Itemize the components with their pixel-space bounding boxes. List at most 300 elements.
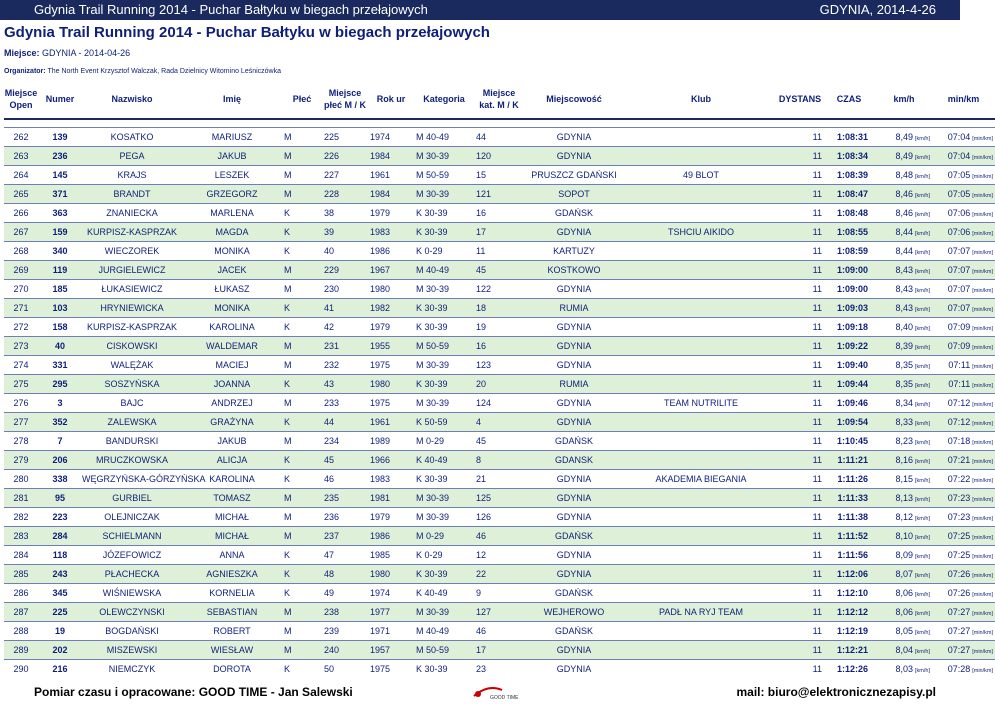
cell-speed-value: 8,49 bbox=[895, 131, 914, 142]
cell-category: K 30-39 bbox=[414, 659, 474, 678]
cell-club bbox=[624, 545, 778, 564]
cell-club bbox=[624, 127, 778, 146]
cell-pace bbox=[932, 564, 995, 583]
cell-surname: BAJC bbox=[82, 393, 182, 412]
cell-place-category: 126 bbox=[474, 507, 524, 526]
cell-number: 223 bbox=[38, 507, 82, 526]
cell-birth-year: 1980 bbox=[368, 279, 414, 298]
cell-speed-value: 8,39 bbox=[895, 340, 914, 351]
cell-speed-value: 8,06 bbox=[895, 587, 914, 598]
table-row bbox=[4, 526, 995, 545]
cell-pace bbox=[932, 431, 995, 450]
cell-number: 95 bbox=[38, 488, 82, 507]
cell-place-open: 274 bbox=[4, 355, 38, 374]
table-row bbox=[4, 127, 995, 146]
cell-place-sex: 239 bbox=[322, 621, 368, 640]
cell-place-sex: 227 bbox=[322, 165, 368, 184]
cell-place-sex: 41 bbox=[322, 298, 368, 317]
cell-surname: JÓZEFOWICZ bbox=[82, 545, 182, 564]
cell-birth-year: 1975 bbox=[368, 393, 414, 412]
cell-firstname: ALICJA bbox=[182, 450, 282, 469]
cell-city: KOSTKOWO bbox=[524, 260, 624, 279]
cell-speed-unit: [km/h] bbox=[915, 458, 930, 465]
table-row bbox=[4, 279, 995, 298]
cell-pace-value: 07:23 bbox=[947, 492, 971, 503]
cell-place-open: 262 bbox=[4, 127, 38, 146]
organizer-label: Organizator: bbox=[4, 68, 46, 75]
cell-category: K 0-29 bbox=[414, 545, 474, 564]
cell-surname: GURBIEL bbox=[82, 488, 182, 507]
cell-place-sex: 39 bbox=[322, 222, 368, 241]
cell-speed-unit: [km/h] bbox=[915, 135, 930, 142]
cell-time: 1:09:18 bbox=[822, 317, 876, 336]
cell-firstname: KAROLINA bbox=[182, 317, 282, 336]
cell-sex: M bbox=[282, 393, 322, 412]
cell-place-open: 270 bbox=[4, 279, 38, 298]
cell-speed bbox=[876, 640, 932, 659]
cell-time: 1:12:10 bbox=[822, 583, 876, 602]
cell-number: 331 bbox=[38, 355, 82, 374]
cell-firstname: GRZEGORZ bbox=[182, 184, 282, 203]
cell-pace-unit: [min/km] bbox=[972, 363, 993, 370]
cell-club bbox=[624, 488, 778, 507]
cell-firstname: GRAŻYNA bbox=[182, 412, 282, 431]
cell-speed-value: 8,43 bbox=[895, 283, 914, 294]
cell-place-sex: 40 bbox=[322, 241, 368, 260]
cell-time: 1:08:55 bbox=[822, 222, 876, 241]
cell-club bbox=[624, 526, 778, 545]
cell-place-sex: 236 bbox=[322, 507, 368, 526]
cell-city: GDYNIA bbox=[524, 507, 624, 526]
cell-pace bbox=[932, 260, 995, 279]
cell-distance: 11 bbox=[778, 298, 822, 317]
cell-speed-unit: [km/h] bbox=[915, 154, 930, 161]
cell-speed bbox=[876, 621, 932, 640]
cell-firstname: LESZEK bbox=[182, 165, 282, 184]
cell-speed-value: 8,49 bbox=[895, 150, 914, 161]
cell-birth-year: 1981 bbox=[368, 488, 414, 507]
cell-place-category: 23 bbox=[474, 659, 524, 678]
cell-distance: 11 bbox=[778, 146, 822, 165]
cell-number: 3 bbox=[38, 393, 82, 412]
cell-firstname: MONIKA bbox=[182, 298, 282, 317]
cell-place-category: 45 bbox=[474, 260, 524, 279]
cell-speed-unit: [km/h] bbox=[915, 534, 930, 541]
cell-sex: M bbox=[282, 526, 322, 545]
table-row bbox=[4, 260, 995, 279]
cell-sex: M bbox=[282, 621, 322, 640]
cell-pace-unit: [min/km] bbox=[972, 477, 993, 484]
cell-pace-value: 07:07 bbox=[947, 283, 971, 294]
cell-distance: 11 bbox=[778, 355, 822, 374]
table-row bbox=[4, 184, 995, 203]
cell-place-sex: 38 bbox=[322, 203, 368, 222]
cell-speed-unit: [km/h] bbox=[915, 629, 930, 636]
cell-surname: MRUCZKOWSKA bbox=[82, 450, 182, 469]
cell-place-sex: 226 bbox=[322, 146, 368, 165]
cell-pace-value: 07:18 bbox=[947, 435, 971, 446]
cell-category: M 0-29 bbox=[414, 526, 474, 545]
cell-pace-value: 07:04 bbox=[947, 131, 971, 142]
cell-birth-year: 1971 bbox=[368, 621, 414, 640]
cell-place-category: 46 bbox=[474, 526, 524, 545]
cell-speed bbox=[876, 526, 932, 545]
cell-pace-unit: [min/km] bbox=[972, 192, 993, 199]
cell-pace-value: 07:06 bbox=[947, 226, 971, 237]
cell-number: 206 bbox=[38, 450, 82, 469]
cell-category: K 30-39 bbox=[414, 317, 474, 336]
cell-firstname: KAROLINA bbox=[182, 469, 282, 488]
cell-speed-unit: [km/h] bbox=[915, 363, 930, 370]
cell-city: GDYNIA bbox=[524, 412, 624, 431]
col-pace-header: min/km bbox=[932, 79, 995, 119]
cell-surname: BANDURSKI bbox=[82, 431, 182, 450]
cell-place-sex: 238 bbox=[322, 602, 368, 621]
cell-distance: 11 bbox=[778, 127, 822, 146]
cell-city: GDYNIA bbox=[524, 469, 624, 488]
cell-city: GDYNIA bbox=[524, 393, 624, 412]
cell-time: 1:11:21 bbox=[822, 450, 876, 469]
cell-speed bbox=[876, 279, 932, 298]
cell-surname: HRYNIEWICKA bbox=[82, 298, 182, 317]
cell-pace bbox=[932, 241, 995, 260]
cell-speed-value: 8,06 bbox=[895, 606, 914, 617]
cell-city: GDYNIA bbox=[524, 317, 624, 336]
cell-number: 202 bbox=[38, 640, 82, 659]
cell-place-open: 283 bbox=[4, 526, 38, 545]
cell-speed-unit: [km/h] bbox=[915, 344, 930, 351]
cell-speed bbox=[876, 184, 932, 203]
cell-place-sex: 44 bbox=[322, 412, 368, 431]
cell-club bbox=[624, 317, 778, 336]
cell-time: 1:09:22 bbox=[822, 336, 876, 355]
cell-distance: 11 bbox=[778, 602, 822, 621]
cell-pace bbox=[932, 621, 995, 640]
cell-number: 371 bbox=[38, 184, 82, 203]
col-category-header: Kategoria bbox=[414, 79, 474, 119]
cell-number: 159 bbox=[38, 222, 82, 241]
results-table bbox=[4, 79, 995, 678]
table-row bbox=[4, 355, 995, 374]
cell-firstname: MICHAŁ bbox=[182, 526, 282, 545]
cell-category: M 30-39 bbox=[414, 184, 474, 203]
cell-city: GDYNIA bbox=[524, 336, 624, 355]
cell-sex: M bbox=[282, 127, 322, 146]
cell-category: M 30-39 bbox=[414, 355, 474, 374]
cell-speed-value: 8,05 bbox=[895, 625, 914, 636]
cell-pace-unit: [min/km] bbox=[972, 306, 993, 313]
cell-pace bbox=[932, 450, 995, 469]
place-line bbox=[4, 48, 130, 58]
cell-place-category: 17 bbox=[474, 640, 524, 659]
organizer-line bbox=[4, 68, 281, 75]
cell-category: M 30-39 bbox=[414, 507, 474, 526]
cell-place-category: 15 bbox=[474, 165, 524, 184]
cell-speed-value: 8,46 bbox=[895, 207, 914, 218]
cell-place-open: 267 bbox=[4, 222, 38, 241]
cell-pace-unit: [min/km] bbox=[972, 268, 993, 275]
cell-speed-unit: [km/h] bbox=[915, 382, 930, 389]
cell-firstname: MARIUSZ bbox=[182, 127, 282, 146]
cell-speed-value: 8,34 bbox=[895, 397, 914, 408]
table-row bbox=[4, 203, 995, 222]
cell-place-category: 120 bbox=[474, 146, 524, 165]
cell-time: 1:12:06 bbox=[822, 564, 876, 583]
cell-surname: WIŚNIEWSKA bbox=[82, 583, 182, 602]
cell-birth-year: 1961 bbox=[368, 165, 414, 184]
cell-time: 1:12:26 bbox=[822, 659, 876, 678]
cell-place-category: 11 bbox=[474, 241, 524, 260]
cell-number: 243 bbox=[38, 564, 82, 583]
cell-category: M 0-29 bbox=[414, 431, 474, 450]
cell-speed-value: 8,16 bbox=[895, 454, 914, 465]
cell-speed-unit: [km/h] bbox=[915, 287, 930, 294]
cell-number: 19 bbox=[38, 621, 82, 640]
cell-number: 345 bbox=[38, 583, 82, 602]
cell-distance: 11 bbox=[778, 564, 822, 583]
table-row bbox=[4, 488, 995, 507]
cell-birth-year: 1967 bbox=[368, 260, 414, 279]
cell-birth-year: 1986 bbox=[368, 526, 414, 545]
cell-birth-year: 1974 bbox=[368, 583, 414, 602]
cell-club bbox=[624, 583, 778, 602]
cell-speed bbox=[876, 507, 932, 526]
cell-place-open: 288 bbox=[4, 621, 38, 640]
cell-pace-value: 07:07 bbox=[947, 264, 971, 275]
cell-pace-value: 07:07 bbox=[947, 302, 971, 313]
cell-place-sex: 231 bbox=[322, 336, 368, 355]
cell-speed-value: 8,04 bbox=[895, 644, 914, 655]
cell-firstname: JAKUB bbox=[182, 146, 282, 165]
cell-pace bbox=[932, 488, 995, 507]
cell-place-sex: 228 bbox=[322, 184, 368, 203]
cell-place-open: 282 bbox=[4, 507, 38, 526]
cell-speed-unit: [km/h] bbox=[915, 420, 930, 427]
table-row bbox=[4, 298, 995, 317]
cell-club bbox=[624, 659, 778, 678]
cell-city: PRUSZCZ GDAŃSKI bbox=[524, 165, 624, 184]
cell-sex: K bbox=[282, 545, 322, 564]
cell-speed-value: 8,15 bbox=[895, 473, 914, 484]
cell-pace-value: 07:25 bbox=[947, 549, 971, 560]
cell-speed-unit: [km/h] bbox=[915, 591, 930, 598]
cell-speed-unit: [km/h] bbox=[915, 173, 930, 180]
cell-city: GDAŃSK bbox=[524, 621, 624, 640]
cell-pace bbox=[932, 184, 995, 203]
cell-sex: M bbox=[282, 184, 322, 203]
cell-place-category: 16 bbox=[474, 203, 524, 222]
good-time-logo-icon bbox=[468, 682, 528, 702]
cell-pace bbox=[932, 127, 995, 146]
cell-sex: K bbox=[282, 583, 322, 602]
cell-club bbox=[624, 184, 778, 203]
cell-place-open: 280 bbox=[4, 469, 38, 488]
cell-firstname: MAGDA bbox=[182, 222, 282, 241]
cell-speed bbox=[876, 469, 932, 488]
cell-firstname: MARLENA bbox=[182, 203, 282, 222]
cell-distance: 11 bbox=[778, 431, 822, 450]
cell-pace-value: 07:05 bbox=[947, 169, 971, 180]
cell-pace-value: 07:04 bbox=[947, 150, 971, 161]
cell-club bbox=[624, 260, 778, 279]
col-club-header: Klub bbox=[624, 79, 778, 119]
cell-number: 103 bbox=[38, 298, 82, 317]
cell-pace bbox=[932, 165, 995, 184]
cell-sex: M bbox=[282, 488, 322, 507]
cell-pace bbox=[932, 222, 995, 241]
cell-pace bbox=[932, 203, 995, 222]
cell-place-category: 4 bbox=[474, 412, 524, 431]
cell-birth-year: 1984 bbox=[368, 146, 414, 165]
cell-club bbox=[624, 564, 778, 583]
cell-category: M 40-49 bbox=[414, 621, 474, 640]
col-sex-header: Płeć bbox=[282, 79, 322, 119]
cell-pace bbox=[932, 298, 995, 317]
cell-place-open: 277 bbox=[4, 412, 38, 431]
cell-surname: SOSZYŃSKA bbox=[82, 374, 182, 393]
cell-club bbox=[624, 431, 778, 450]
cell-surname: ŁUKASIEWICZ bbox=[82, 279, 182, 298]
cell-birth-year: 1977 bbox=[368, 602, 414, 621]
cell-pace-unit: [min/km] bbox=[972, 534, 993, 541]
cell-sex: K bbox=[282, 450, 322, 469]
cell-birth-year: 1980 bbox=[368, 564, 414, 583]
cell-distance: 11 bbox=[778, 640, 822, 659]
cell-speed bbox=[876, 374, 932, 393]
cell-club: PADŁ NA RYJ TEAM bbox=[624, 602, 778, 621]
cell-club bbox=[624, 450, 778, 469]
cell-place-sex: 46 bbox=[322, 469, 368, 488]
cell-number: 158 bbox=[38, 317, 82, 336]
cell-speed-unit: [km/h] bbox=[915, 496, 930, 503]
cell-place-open: 290 bbox=[4, 659, 38, 678]
cell-pace-value: 07:28 bbox=[947, 663, 971, 674]
cell-place-category: 124 bbox=[474, 393, 524, 412]
cell-firstname: TOMASZ bbox=[182, 488, 282, 507]
cell-pace-unit: [min/km] bbox=[972, 610, 993, 617]
footer-contact-email: mail: biuro@elektronicznezapisy.pl bbox=[736, 685, 936, 699]
cell-club bbox=[624, 203, 778, 222]
cell-distance: 11 bbox=[778, 621, 822, 640]
cell-birth-year: 1986 bbox=[368, 241, 414, 260]
cell-speed-value: 8,46 bbox=[895, 188, 914, 199]
cell-pace-value: 07:27 bbox=[947, 644, 971, 655]
cell-pace-unit: [min/km] bbox=[972, 458, 993, 465]
cell-place-category: 9 bbox=[474, 583, 524, 602]
cell-speed-unit: [km/h] bbox=[915, 572, 930, 579]
table-row bbox=[4, 545, 995, 564]
cell-firstname: ANDRZEJ bbox=[182, 393, 282, 412]
cell-sex: K bbox=[282, 317, 322, 336]
cell-firstname: ANNA bbox=[182, 545, 282, 564]
cell-club bbox=[624, 374, 778, 393]
cell-surname: ZNANIECKA bbox=[82, 203, 182, 222]
table-row bbox=[4, 659, 995, 678]
cell-pace-unit: [min/km] bbox=[972, 344, 993, 351]
cell-place-open: 275 bbox=[4, 374, 38, 393]
cell-club bbox=[624, 146, 778, 165]
cell-pace bbox=[932, 355, 995, 374]
cell-distance: 11 bbox=[778, 488, 822, 507]
cell-pace-value: 07:26 bbox=[947, 587, 971, 598]
cell-place-sex: 229 bbox=[322, 260, 368, 279]
cell-pace bbox=[932, 393, 995, 412]
cell-pace-value: 07:26 bbox=[947, 568, 971, 579]
cell-number: 216 bbox=[38, 659, 82, 678]
cell-time: 1:12:19 bbox=[822, 621, 876, 640]
cell-pace bbox=[932, 146, 995, 165]
cell-pace-value: 07:09 bbox=[947, 340, 971, 351]
cell-pace-unit: [min/km] bbox=[972, 515, 993, 522]
cell-place-category: 46 bbox=[474, 621, 524, 640]
cell-distance: 11 bbox=[778, 279, 822, 298]
cell-firstname: MICHAŁ bbox=[182, 507, 282, 526]
cell-pace-unit: [min/km] bbox=[972, 211, 993, 218]
cell-distance: 11 bbox=[778, 184, 822, 203]
cell-speed bbox=[876, 317, 932, 336]
cell-category: K 30-39 bbox=[414, 203, 474, 222]
organizer-value: The North Event Krzysztof Walczak, Rada Dzielnicy Witomino Leśniczówka bbox=[47, 68, 281, 75]
cell-number: 225 bbox=[38, 602, 82, 621]
cell-place-category: 45 bbox=[474, 431, 524, 450]
cell-city: GDAŃSK bbox=[524, 583, 624, 602]
cell-pace bbox=[932, 317, 995, 336]
cell-city: GDYNIA bbox=[524, 279, 624, 298]
cell-firstname: ŁUKASZ bbox=[182, 279, 282, 298]
cell-place-sex: 230 bbox=[322, 279, 368, 298]
table-row bbox=[4, 317, 995, 336]
cell-firstname: ROBERT bbox=[182, 621, 282, 640]
cell-speed-unit: [km/h] bbox=[915, 515, 930, 522]
cell-speed-unit: [km/h] bbox=[915, 477, 930, 484]
cell-city: WEJHEROWO bbox=[524, 602, 624, 621]
cell-category: K 40-49 bbox=[414, 450, 474, 469]
cell-speed-unit: [km/h] bbox=[915, 249, 930, 256]
cell-sex: K bbox=[282, 374, 322, 393]
cell-birth-year: 1983 bbox=[368, 469, 414, 488]
cell-speed bbox=[876, 545, 932, 564]
cell-pace-unit: [min/km] bbox=[972, 420, 993, 427]
cell-speed-value: 8,43 bbox=[895, 302, 914, 313]
col-place-open-header: Miejsce Open bbox=[4, 79, 38, 119]
cell-time: 1:08:31 bbox=[822, 127, 876, 146]
cell-pace-value: 07:21 bbox=[947, 454, 971, 465]
cell-club bbox=[624, 298, 778, 317]
cell-time: 1:09:46 bbox=[822, 393, 876, 412]
cell-place-open: 263 bbox=[4, 146, 38, 165]
cell-pace-unit: [min/km] bbox=[972, 135, 993, 142]
cell-place-open: 269 bbox=[4, 260, 38, 279]
cell-pace bbox=[932, 526, 995, 545]
table-row bbox=[4, 431, 995, 450]
cell-distance: 11 bbox=[778, 526, 822, 545]
cell-surname: WIECZOREK bbox=[82, 241, 182, 260]
cell-pace-value: 07:27 bbox=[947, 606, 971, 617]
cell-category: M 40-49 bbox=[414, 260, 474, 279]
cell-sex: K bbox=[282, 469, 322, 488]
cell-speed bbox=[876, 602, 932, 621]
cell-time: 1:09:00 bbox=[822, 279, 876, 298]
cell-speed bbox=[876, 583, 932, 602]
cell-place-open: 289 bbox=[4, 640, 38, 659]
cell-club bbox=[624, 355, 778, 374]
cell-surname: BOGDAŃSKI bbox=[82, 621, 182, 640]
cell-city: GDYNIA bbox=[524, 488, 624, 507]
cell-category: M 30-39 bbox=[414, 602, 474, 621]
cell-birth-year: 1980 bbox=[368, 374, 414, 393]
table-row bbox=[4, 507, 995, 526]
cell-firstname: KORNELIA bbox=[182, 583, 282, 602]
